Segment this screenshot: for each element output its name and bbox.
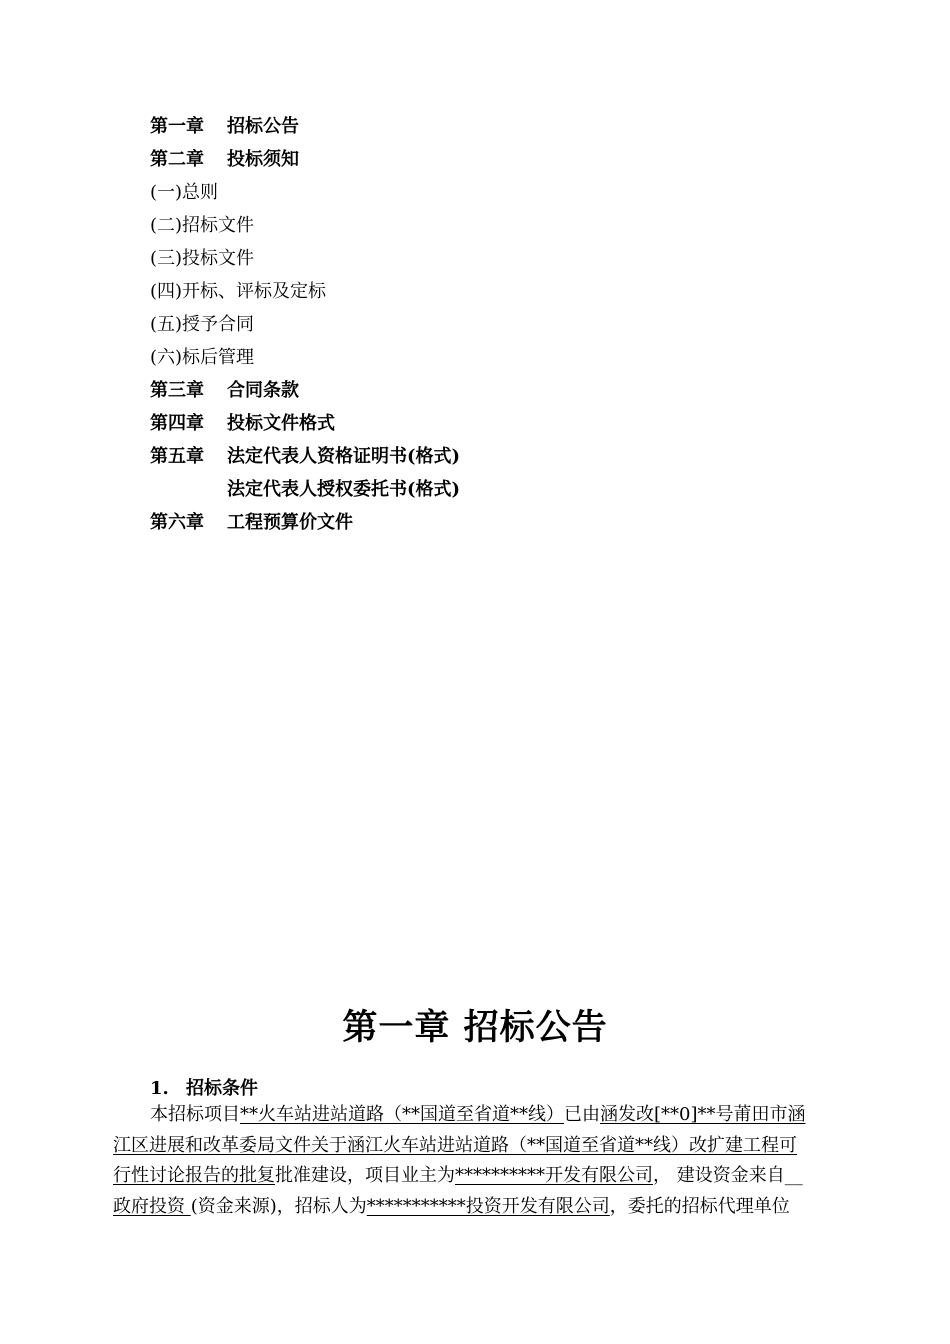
- toc-entry-title: 投标须知: [227, 149, 299, 170]
- project-name: **火车站进站道路（**国道至省道**线）: [240, 1104, 564, 1125]
- paragraph-line: [113, 1192, 858, 1223]
- toc-entry: [150, 178, 850, 211]
- toc-chapter-number: 第六章: [150, 512, 204, 533]
- toc-entry: [150, 508, 850, 541]
- toc-chapter-number: 第一章: [150, 116, 204, 137]
- toc-entry-title: (五)授予合同: [150, 314, 255, 335]
- toc-chapter-number: 第四章: [150, 413, 204, 434]
- paragraph-text: ， 建设资金来自: [653, 1165, 785, 1186]
- toc-entry-title: (四)开标、评标及定标: [150, 281, 327, 302]
- toc-entry-title: (六)标后管理: [150, 347, 255, 368]
- toc-entry-title: (三)投标文件: [150, 248, 255, 269]
- toc-entry: [150, 442, 850, 475]
- paragraph-line: [113, 1131, 858, 1162]
- toc-entry: [150, 475, 850, 508]
- toc-entry: [150, 343, 850, 376]
- tenderer-name: ***********投资开发有限公司: [366, 1195, 610, 1217]
- section-title-text: 招标条件: [186, 1078, 258, 1099]
- paragraph-text: (资金来源)，招标人为: [190, 1195, 367, 1217]
- toc-entry-title: 投标文件格式: [227, 413, 335, 434]
- toc-entry-title: 工程预算价文件: [227, 512, 353, 533]
- chapter-heading: 第一章 招标公告: [342, 1007, 608, 1048]
- paragraph-text: 本招标项目: [150, 1104, 240, 1125]
- approval-document: 江区进展和改革委局文件关于涵江火车站进站道路（**国道至省道**线）改扩建工程可: [113, 1134, 797, 1156]
- funding-blank: __: [784, 1165, 803, 1186]
- toc-entry-title: (一)总则: [150, 182, 219, 203]
- body-paragraph: [113, 1100, 858, 1222]
- toc-entry: [150, 244, 850, 277]
- project-owner: **********开发有限公司: [455, 1165, 653, 1186]
- approval-document: 涵发改[**0]**号莆田市涵: [600, 1104, 806, 1125]
- table-of-contents: [150, 112, 850, 541]
- toc-chapter-number: 第二章: [150, 149, 204, 170]
- toc-entry-title: 合同条款: [227, 380, 299, 401]
- paragraph-text: ，委托的招标代理单位: [609, 1195, 790, 1217]
- funding-source: 政府投资: [113, 1195, 191, 1217]
- toc-entry: [150, 211, 850, 244]
- paragraph-text: 已由: [564, 1104, 600, 1125]
- paragraph-line: [113, 1161, 858, 1192]
- toc-entry-title: 法定代表人授权委托书(格式): [227, 479, 461, 500]
- toc-entry: [150, 112, 850, 145]
- toc-chapter-number: 第五章: [150, 446, 204, 467]
- toc-entry: [150, 376, 850, 409]
- toc-entry-title: 法定代表人资格证明书(格式): [227, 446, 461, 467]
- paragraph-text: 批准建设，项目业主为: [275, 1165, 455, 1186]
- section-number: 1.: [150, 1078, 169, 1099]
- toc-entry-title: 招标公告: [227, 116, 299, 137]
- toc-entry: [150, 310, 850, 343]
- paragraph-line: [113, 1100, 858, 1131]
- toc-entry-title: (二)招标文件: [150, 215, 255, 236]
- toc-entry: [150, 145, 850, 178]
- toc-chapter-number: 第三章: [150, 380, 204, 401]
- approval-document: 行性讨论报告的批复: [113, 1165, 275, 1186]
- toc-entry: [150, 277, 850, 310]
- toc-entry: [150, 409, 850, 442]
